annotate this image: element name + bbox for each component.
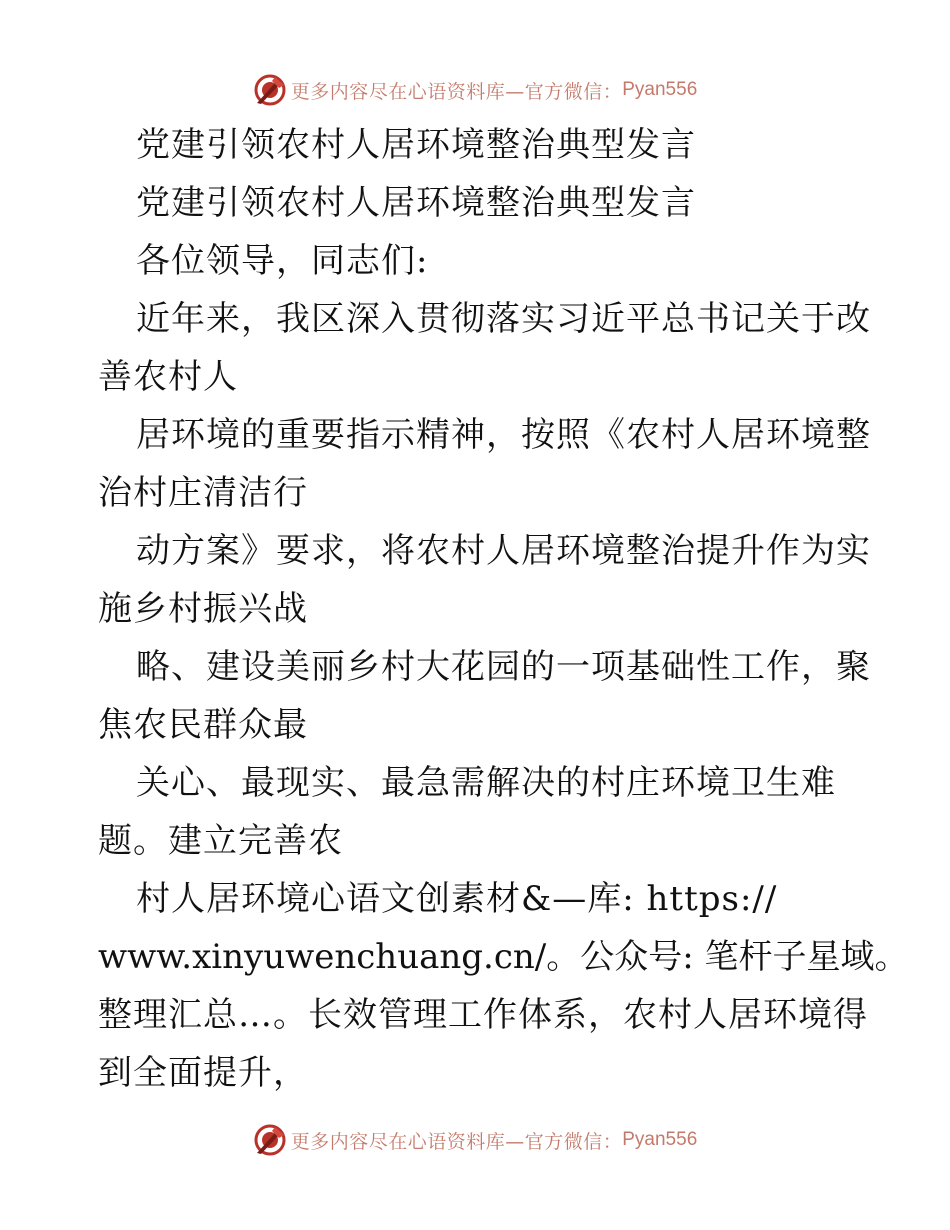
paragraph-line: 整理汇总…。长效管理工作体系，农村人居环境得 bbox=[98, 995, 868, 1035]
footer-banner bbox=[0, 1120, 950, 1160]
document-subtitle: 党建引领农村人居环境整治典型发言 bbox=[136, 183, 696, 223]
paragraph-line: 关心、最现实、最急需解决的村庄环境卫生难 bbox=[136, 763, 836, 803]
paragraph-line: 善农村人 bbox=[98, 357, 238, 397]
paragraph-line: 略、建设美丽乡村大花园的一项基础性工作，聚 bbox=[136, 647, 871, 687]
paragraph-line: 村人居环境心语文创素材&—库: https:// bbox=[136, 879, 778, 919]
paragraph-line: 动方案》要求，将农村人居环境整治提升作为实 bbox=[136, 531, 871, 571]
paragraph-line: 到全面提升， bbox=[98, 1053, 308, 1093]
red-quill-emblem-icon bbox=[253, 1123, 287, 1157]
paragraph-line: 焦农民群众最 bbox=[98, 705, 308, 745]
red-quill-emblem-icon bbox=[253, 73, 287, 107]
salutation: 各位领导，同志们: bbox=[136, 241, 429, 281]
document-title: 党建引领农村人居环境整治典型发言 bbox=[136, 125, 696, 165]
paragraph-line: 居环境的重要指示精神，按照《农村人居环境整 bbox=[136, 415, 871, 455]
paragraph-line: 治村庄清洁行 bbox=[98, 473, 308, 513]
header-banner-text: 更多内容尽在心语资料库—官方微信： bbox=[290, 80, 623, 103]
paragraph-line: www.xinyuwenchuang.cn/。公众号: 笔杆子星域。 bbox=[98, 937, 909, 977]
footer-banner-text: 更多内容尽在心语资料库—官方微信： bbox=[290, 1130, 623, 1153]
document-body bbox=[98, 116, 909, 1102]
header-banner bbox=[0, 70, 950, 110]
footer-wechat-id: Pyan556 bbox=[622, 1129, 698, 1150]
header-wechat-id: Pyan556 bbox=[622, 79, 698, 100]
paragraph-line: 施乡村振兴战 bbox=[98, 589, 308, 629]
paragraph-line: 题。建立完善农 bbox=[98, 821, 343, 861]
paragraph-line: 近年来，我区深入贯彻落实习近平总书记关于改 bbox=[136, 299, 871, 339]
